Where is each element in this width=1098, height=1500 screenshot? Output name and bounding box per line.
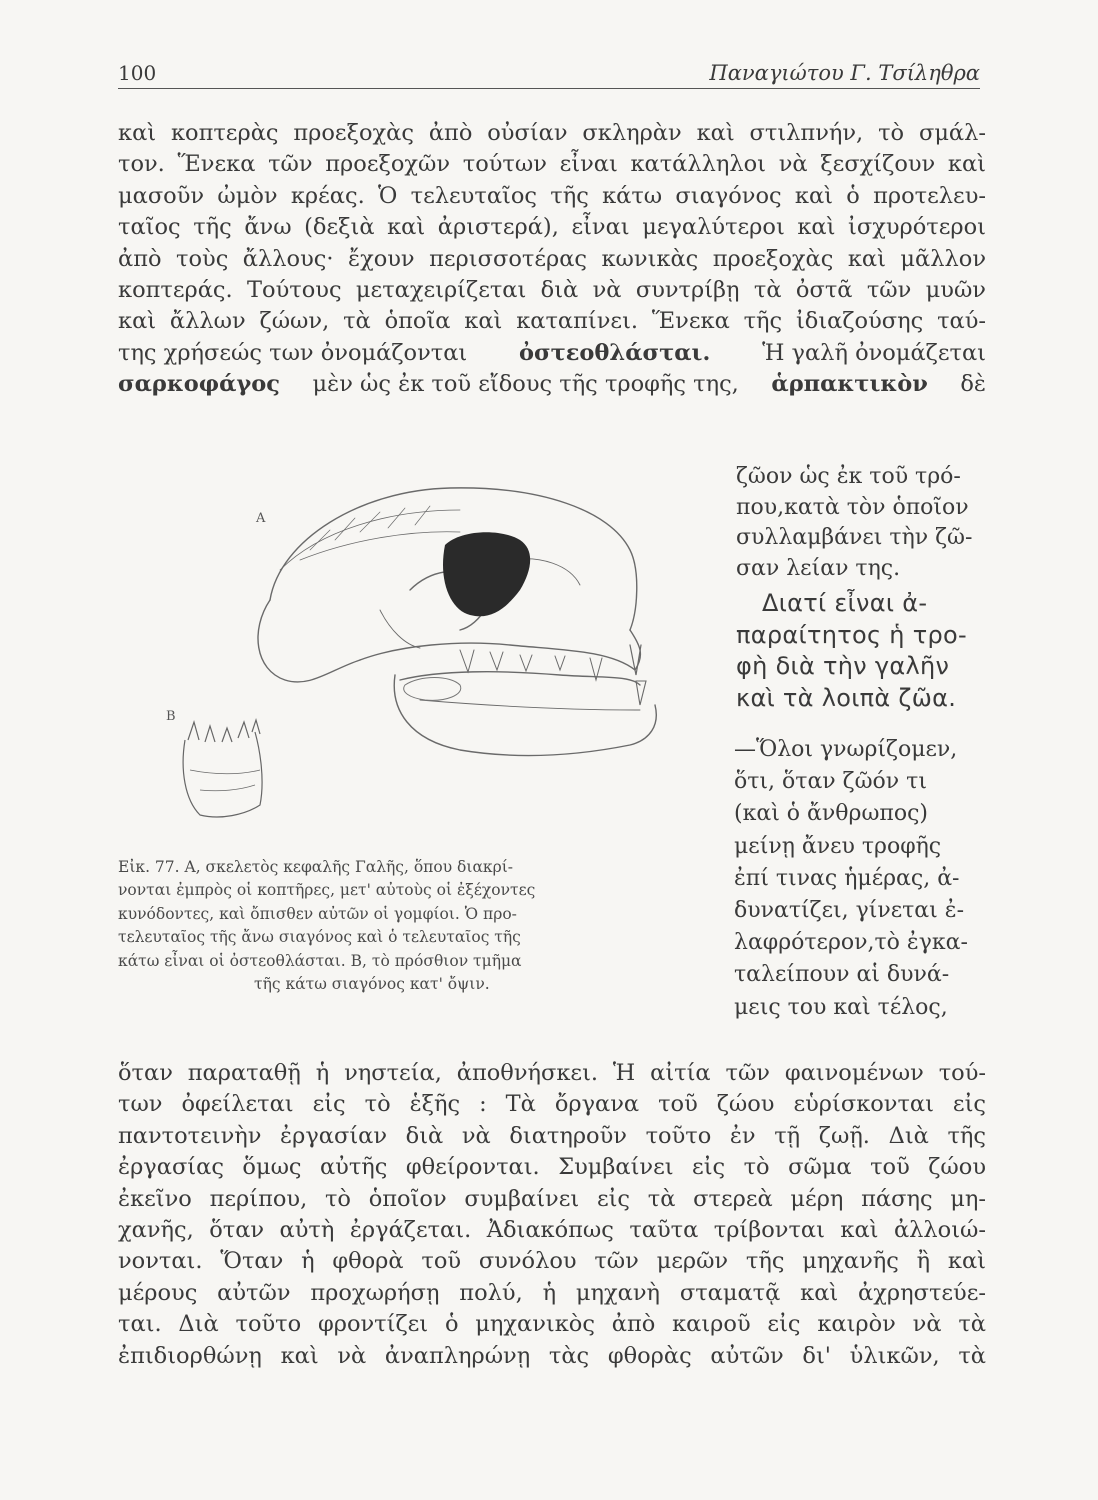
text-line: ἀπὸ τοὺς ἄλλους· ἔχουν περισσοτέρας κωνικὰς προεξοχὰς καὶ μᾶλλον (118, 245, 986, 272)
text-line: ἐργασίας ὅμως αὐτῆς φθείρονται. Συμβαίνει εἰς τὸ σῶμα τοῦ ζώου (118, 1154, 986, 1181)
text-line: μέρους αὐτῶν προχωρήσῃ πολύ, ἡ μηχανὴ σταματᾷ καὶ ἀχρηστεύε- (118, 1279, 986, 1306)
text-line: που,κατὰ τὸν ὁποῖον (736, 494, 969, 520)
text-line: μασοῦν ὠμὸν κρέας. Ὁ τελευταῖος τῆς κάτω σιαγόνος καὶ ὁ προτελευ- (118, 182, 986, 209)
caption-line: κυνόδοντες, καὶ ὄπισθεν αὐτῶν οἱ γομφίοι. Ὁ προ- (118, 904, 517, 923)
text-line: ται. Διὰ τοῦτο φροντίζει ὁ μηχανικὸς ἀπὸ καιροῦ εἰς καιρὸν νὰ τὰ (118, 1311, 986, 1338)
text-line: ἐπιδιορθώνῃ καὶ νὰ ἀναπληρώνῃ τὰς φθορὰς αὐτῶν δι' ὑλικῶν, τὰ (118, 1342, 986, 1369)
page-number: 100 (118, 61, 157, 85)
heading-line: καὶ τὰ λοιπὰ ζῶα. (736, 683, 957, 712)
text-line: των ὀφείλεται εἰς τὸ ἑξῆς : Τὰ ὄργανα τοῦ ζώου εὑρίσκονται εἰς (118, 1091, 986, 1118)
text-line: τον. Ἕνεκα τῶν προεξοχῶν τούτων εἶναι κατάλληλοι νὰ ξεσχίζουν καὶ (118, 151, 986, 178)
text-line: ταῖος τῆς ἄνω (δεξιὰ καὶ ἀριστερά), εἶναι μεγαλύτεροι καὶ ἰσχυρότεροι (118, 214, 986, 241)
text-segment: της χρήσεώς των ὀνομάζονται (118, 339, 468, 366)
paragraph-bottom (118, 1058, 986, 1372)
text-line: (καὶ ὁ ἄνθρωπος) (734, 801, 929, 827)
caption-line: τελευταῖος τῆς ἄνω σιαγόνος καὶ ὁ τελευταῖος τῆς (118, 928, 521, 947)
heading-line: παραίτητος ἡ τρο- (736, 620, 967, 649)
caption-line: Εἰκ. 77. Α, σκελετὸς κεφαλῆς Γαλῆς, ὅπου διακρί- (118, 858, 514, 876)
text-line: συλλαμβάνει τὴν ζῶ- (736, 525, 973, 550)
page-header (118, 58, 980, 89)
text-line: ἐπί τινας ἡμέρας, ἀ- (734, 865, 960, 891)
caption-line: κάτω εἶναι οἱ ὀστεοθλάσται. Β, τὸ πρόσθιον τμῆμα (118, 951, 522, 970)
caption-line: τῆς κάτω σιαγόνος κατ' ὄψιν. (254, 975, 490, 994)
text-line: μεις του καὶ τέλος, (734, 994, 948, 1020)
text-line (118, 338, 986, 369)
text-line: κοπτεράς. Τούτους μεταχειρίζεται διὰ νὰ συντρίβῃ τὰ ὀστᾶ τῶν μυῶν (118, 277, 986, 304)
bold-term-sarkofagos: σαρκοφάγος (118, 371, 280, 398)
text-line (118, 369, 986, 400)
text-line: καὶ κοπτερὰς προεξοχὰς ἀπὸ οὐσίαν σκληρὰν καὶ στιλπνήν, τὸ σμάλ- (118, 120, 986, 146)
text-segment: μὲν ὡς ἐκ τοῦ εἴδους τῆς τροφῆς της, (312, 371, 739, 398)
text-line: ὅτι, ὅταν ζῶόν τι (734, 769, 927, 795)
running-title: Παναγιώτου Γ. Τσίληθρα (709, 61, 980, 85)
text-line: μείνῃ ἄνευ τροφῆς (734, 833, 942, 859)
figure-label-a: Α (256, 511, 266, 526)
section-heading (736, 588, 990, 714)
text-line: χανῆς, ὅταν αὐτὴ ἐργάζεται. Ἀδιακόπως ταῦτα τρίβονται καὶ ἀλλοιώ- (118, 1217, 986, 1244)
figure-caption (118, 856, 716, 996)
skull-figure (160, 470, 720, 850)
text-line: νονται. Ὅταν ἡ φθορὰ τοῦ συνόλου τῶν μερῶν τῆς μηχανῆς ἢ καὶ (118, 1248, 986, 1275)
text-segment: δὲ (960, 371, 986, 398)
text-line: παντοτεινὴν ἐργασίαν διὰ νὰ διατηροῦν τοῦτο ἐν τῇ ζωῇ. Διὰ τῆς (118, 1122, 986, 1149)
side-text-continued (734, 734, 990, 1024)
text-line: ὅταν παραταθῇ ἡ νηστεία, ἀποθνήσκει. Ἡ αἰτία τῶν φαινομένων τού- (118, 1060, 986, 1086)
text-line: λαφρότερον,τὸ ἐγκα- (734, 930, 968, 956)
text-line: καὶ ἄλλων ζώων, τὰ ὁποῖα καὶ καταπίνει. Ἕνεκα τῆς ἰδιαζούσης ταύ- (118, 308, 986, 335)
text-line: δυνατίζει, γίνεται ἐ- (734, 898, 965, 924)
text-line: ἐκεῖνο περίπου, τὸ ὁποῖον συμβαίνει εἰς τὰ στερεὰ μέρη πάσης μη- (118, 1185, 986, 1212)
figure-label-b: Β (166, 709, 176, 724)
bold-term-osteothlastai: ὀστεοθλάσται. (519, 339, 711, 366)
text-line: ζῶον ὡς ἐκ τοῦ τρό- (736, 464, 961, 489)
skull-illustration (160, 470, 720, 850)
caption-line: νονται ἐμπρὸς οἱ κοπτῆρες, μετ' αὐτοὺς οἱ ἐξέχοντες (118, 881, 536, 900)
text-line: ταλείπουν αἱ δυνά- (734, 962, 950, 988)
text-line: σαν λείαν της. (736, 555, 901, 581)
text-segment: Ἡ γαλῆ ὀνομάζεται (762, 339, 986, 366)
side-text (736, 462, 990, 584)
heading-line: φὴ διὰ τὴν γαλῆν (736, 652, 950, 680)
bold-term-arpaktikon: ἁρπακτικὸν (771, 371, 928, 398)
text-line: —Ὅλοι γνωρίζομεν, (734, 737, 958, 762)
paragraph-top (118, 118, 986, 401)
jaw-front-sketch (183, 720, 262, 817)
heading-line: Διατί εἶναι ἀ- (762, 589, 928, 617)
